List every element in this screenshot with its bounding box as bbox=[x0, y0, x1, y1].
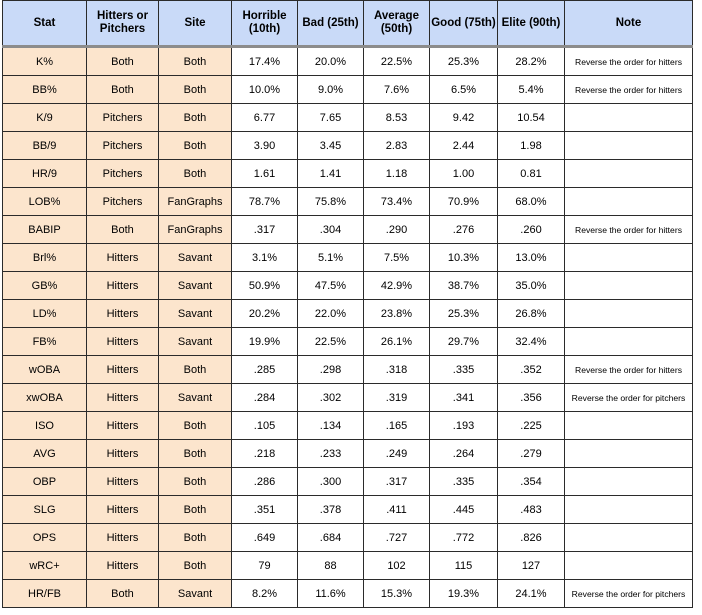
site-cell[interactable]: Both bbox=[159, 468, 232, 496]
table-row bbox=[3, 244, 693, 272]
site-cell[interactable]: Both bbox=[159, 104, 232, 132]
elite-cell[interactable]: 26.8% bbox=[498, 300, 565, 328]
hitters-or-pitchers-cell[interactable]: Hitters bbox=[87, 552, 159, 580]
header-stat[interactable]: Stat bbox=[3, 1, 87, 47]
good-cell[interactable]: .445 bbox=[430, 496, 498, 524]
note-cell[interactable] bbox=[565, 328, 693, 356]
site-cell[interactable]: Both bbox=[159, 132, 232, 160]
note-cell[interactable] bbox=[565, 160, 693, 188]
stat-cell[interactable]: OPS bbox=[3, 524, 87, 552]
site-cell[interactable]: Both bbox=[159, 412, 232, 440]
hitters-or-pitchers-cell[interactable]: Both bbox=[87, 76, 159, 104]
horrible-cell[interactable]: .649 bbox=[232, 524, 298, 552]
note-cell[interactable] bbox=[565, 104, 693, 132]
average-cell[interactable]: 7.6% bbox=[364, 76, 430, 104]
good-cell[interactable]: 19.3% bbox=[430, 580, 498, 608]
bad-cell[interactable]: .304 bbox=[298, 216, 364, 244]
good-cell[interactable]: .341 bbox=[430, 384, 498, 412]
hitters-or-pitchers-cell[interactable]: Hitters bbox=[87, 328, 159, 356]
good-cell[interactable]: .335 bbox=[430, 356, 498, 384]
table-row bbox=[3, 356, 693, 384]
hitters-or-pitchers-cell[interactable]: Hitters bbox=[87, 496, 159, 524]
average-cell[interactable]: .249 bbox=[364, 440, 430, 468]
table-row bbox=[3, 524, 693, 552]
bad-cell[interactable]: .300 bbox=[298, 468, 364, 496]
stat-cell[interactable]: K% bbox=[3, 47, 87, 76]
table-row bbox=[3, 104, 693, 132]
hitters-or-pitchers-cell[interactable]: Pitchers bbox=[87, 132, 159, 160]
good-cell[interactable]: 25.3% bbox=[430, 47, 498, 76]
table-row bbox=[3, 300, 693, 328]
stat-percentile-table bbox=[2, 0, 693, 608]
hitters-or-pitchers-cell[interactable]: Pitchers bbox=[87, 104, 159, 132]
good-cell[interactable]: 9.42 bbox=[430, 104, 498, 132]
elite-cell[interactable]: .260 bbox=[498, 216, 565, 244]
site-cell[interactable]: Savant bbox=[159, 244, 232, 272]
bad-cell[interactable]: 88 bbox=[298, 552, 364, 580]
horrible-cell[interactable]: .317 bbox=[232, 216, 298, 244]
average-cell[interactable]: .319 bbox=[364, 384, 430, 412]
elite-cell[interactable]: 13.0% bbox=[498, 244, 565, 272]
good-cell[interactable]: .276 bbox=[430, 216, 498, 244]
horrible-cell[interactable]: 79 bbox=[232, 552, 298, 580]
elite-cell[interactable]: 68.0% bbox=[498, 188, 565, 216]
horrible-cell[interactable]: 8.2% bbox=[232, 580, 298, 608]
elite-cell[interactable]: 10.54 bbox=[498, 104, 565, 132]
good-cell[interactable]: 6.5% bbox=[430, 76, 498, 104]
average-cell[interactable]: 73.4% bbox=[364, 188, 430, 216]
elite-cell[interactable]: .356 bbox=[498, 384, 565, 412]
elite-cell[interactable]: 28.2% bbox=[498, 47, 565, 76]
hitters-or-pitchers-cell[interactable]: Pitchers bbox=[87, 188, 159, 216]
elite-cell[interactable]: 0.81 bbox=[498, 160, 565, 188]
horrible-cell[interactable]: .285 bbox=[232, 356, 298, 384]
average-cell[interactable]: .290 bbox=[364, 216, 430, 244]
stat-cell[interactable]: AVG bbox=[3, 440, 87, 468]
hitters-or-pitchers-cell[interactable]: Hitters bbox=[87, 440, 159, 468]
stat-cell[interactable]: Brl% bbox=[3, 244, 87, 272]
site-cell[interactable]: FanGraphs bbox=[159, 216, 232, 244]
horrible-cell[interactable]: 78.7% bbox=[232, 188, 298, 216]
site-cell[interactable]: Both bbox=[159, 47, 232, 76]
header-note[interactable]: Note bbox=[565, 1, 693, 47]
horrible-cell[interactable]: 6.77 bbox=[232, 104, 298, 132]
site-cell[interactable]: Both bbox=[159, 552, 232, 580]
note-cell[interactable] bbox=[565, 132, 693, 160]
site-cell[interactable]: Savant bbox=[159, 328, 232, 356]
bad-cell[interactable]: 22.5% bbox=[298, 328, 364, 356]
hitters-or-pitchers-cell[interactable]: Hitters bbox=[87, 272, 159, 300]
note-cell[interactable] bbox=[565, 188, 693, 216]
elite-cell[interactable]: .352 bbox=[498, 356, 565, 384]
site-cell[interactable]: Both bbox=[159, 76, 232, 104]
stat-cell[interactable]: BB% bbox=[3, 76, 87, 104]
horrible-cell[interactable]: 10.0% bbox=[232, 76, 298, 104]
site-cell[interactable]: Savant bbox=[159, 580, 232, 608]
horrible-cell[interactable]: .286 bbox=[232, 468, 298, 496]
stat-cell[interactable]: ISO bbox=[3, 412, 87, 440]
bad-cell[interactable]: 22.0% bbox=[298, 300, 364, 328]
elite-cell[interactable]: .225 bbox=[498, 412, 565, 440]
table-row bbox=[3, 552, 693, 580]
table-row bbox=[3, 328, 693, 356]
hitters-or-pitchers-cell[interactable]: Both bbox=[87, 47, 159, 76]
bad-cell[interactable]: .134 bbox=[298, 412, 364, 440]
bad-cell[interactable]: 7.65 bbox=[298, 104, 364, 132]
horrible-cell[interactable]: 1.61 bbox=[232, 160, 298, 188]
hitters-or-pitchers-cell[interactable]: Hitters bbox=[87, 384, 159, 412]
bad-cell[interactable]: .684 bbox=[298, 524, 364, 552]
site-cell[interactable]: Both bbox=[159, 524, 232, 552]
table-row bbox=[3, 496, 693, 524]
average-cell[interactable]: 2.83 bbox=[364, 132, 430, 160]
stat-cell[interactable]: OBP bbox=[3, 468, 87, 496]
site-cell[interactable]: Savant bbox=[159, 384, 232, 412]
elite-cell[interactable]: .483 bbox=[498, 496, 565, 524]
average-cell[interactable]: 8.53 bbox=[364, 104, 430, 132]
stat-cell[interactable]: K/9 bbox=[3, 104, 87, 132]
hitters-or-pitchers-cell[interactable]: Hitters bbox=[87, 412, 159, 440]
note-cell[interactable]: Reverse the order for pitchers bbox=[565, 580, 693, 608]
site-cell[interactable]: Both bbox=[159, 440, 232, 468]
average-cell[interactable]: 26.1% bbox=[364, 328, 430, 356]
note-cell[interactable] bbox=[565, 440, 693, 468]
note-cell[interactable]: Reverse the order for pitchers bbox=[565, 384, 693, 412]
stat-cell[interactable]: wOBA bbox=[3, 356, 87, 384]
bad-cell[interactable]: .298 bbox=[298, 356, 364, 384]
good-cell[interactable]: 2.44 bbox=[430, 132, 498, 160]
table-row bbox=[3, 188, 693, 216]
note-cell[interactable]: Reverse the order for hitters bbox=[565, 76, 693, 104]
stat-cell[interactable]: BB/9 bbox=[3, 132, 87, 160]
header-site[interactable]: Site bbox=[159, 1, 232, 47]
average-cell[interactable]: 15.3% bbox=[364, 580, 430, 608]
hitters-or-pitchers-cell[interactable]: Both bbox=[87, 580, 159, 608]
stat-cell[interactable]: LOB% bbox=[3, 188, 87, 216]
table-row bbox=[3, 412, 693, 440]
average-cell[interactable]: 7.5% bbox=[364, 244, 430, 272]
horrible-cell[interactable]: .284 bbox=[232, 384, 298, 412]
note-cell[interactable] bbox=[565, 300, 693, 328]
horrible-cell[interactable]: .351 bbox=[232, 496, 298, 524]
hitters-or-pitchers-cell[interactable]: Hitters bbox=[87, 300, 159, 328]
elite-cell[interactable]: .279 bbox=[498, 440, 565, 468]
stat-cell[interactable]: LD% bbox=[3, 300, 87, 328]
bad-cell[interactable]: 5.1% bbox=[298, 244, 364, 272]
hitters-or-pitchers-cell[interactable]: Hitters bbox=[87, 356, 159, 384]
elite-cell[interactable]: .354 bbox=[498, 468, 565, 496]
average-cell[interactable]: .411 bbox=[364, 496, 430, 524]
good-cell[interactable]: 29.7% bbox=[430, 328, 498, 356]
horrible-cell[interactable]: .218 bbox=[232, 440, 298, 468]
bad-cell[interactable]: 1.41 bbox=[298, 160, 364, 188]
bad-cell[interactable]: 11.6% bbox=[298, 580, 364, 608]
note-cell[interactable] bbox=[565, 468, 693, 496]
average-cell[interactable]: 42.9% bbox=[364, 272, 430, 300]
bad-cell[interactable]: 47.5% bbox=[298, 272, 364, 300]
header-row bbox=[3, 1, 693, 47]
average-cell[interactable]: .727 bbox=[364, 524, 430, 552]
table-row bbox=[3, 76, 693, 104]
note-cell[interactable] bbox=[565, 244, 693, 272]
site-cell[interactable]: Savant bbox=[159, 272, 232, 300]
bad-cell[interactable]: .233 bbox=[298, 440, 364, 468]
table-row bbox=[3, 468, 693, 496]
site-cell[interactable]: Both bbox=[159, 160, 232, 188]
horrible-cell[interactable]: 50.9% bbox=[232, 272, 298, 300]
site-cell[interactable]: Savant bbox=[159, 300, 232, 328]
good-cell[interactable]: 25.3% bbox=[430, 300, 498, 328]
table-row bbox=[3, 440, 693, 468]
site-cell[interactable]: Both bbox=[159, 496, 232, 524]
note-cell[interactable] bbox=[565, 496, 693, 524]
horrible-cell[interactable]: .105 bbox=[232, 412, 298, 440]
elite-cell[interactable]: .826 bbox=[498, 524, 565, 552]
horrible-cell[interactable]: 20.2% bbox=[232, 300, 298, 328]
note-cell[interactable] bbox=[565, 552, 693, 580]
bad-cell[interactable]: .378 bbox=[298, 496, 364, 524]
table-row bbox=[3, 216, 693, 244]
note-cell[interactable] bbox=[565, 524, 693, 552]
good-cell[interactable]: .772 bbox=[430, 524, 498, 552]
note-cell[interactable]: Reverse the order for hitters bbox=[565, 216, 693, 244]
note-cell[interactable]: Reverse the order for hitters bbox=[565, 47, 693, 76]
average-cell[interactable]: .165 bbox=[364, 412, 430, 440]
good-cell[interactable]: 10.3% bbox=[430, 244, 498, 272]
header-elite[interactable]: Elite (90th) bbox=[498, 1, 565, 47]
average-cell[interactable]: 1.18 bbox=[364, 160, 430, 188]
header-hitters-or-pitchers[interactable]: Hitters or Pitchers bbox=[87, 1, 159, 47]
header-horrible[interactable]: Horrible (10th) bbox=[232, 1, 298, 47]
good-cell[interactable]: 115 bbox=[430, 552, 498, 580]
stat-cell[interactable]: xwOBA bbox=[3, 384, 87, 412]
good-cell[interactable]: 38.7% bbox=[430, 272, 498, 300]
note-cell[interactable] bbox=[565, 272, 693, 300]
table-row bbox=[3, 384, 693, 412]
site-cell[interactable]: FanGraphs bbox=[159, 188, 232, 216]
horrible-cell[interactable]: 3.1% bbox=[232, 244, 298, 272]
good-cell[interactable]: .335 bbox=[430, 468, 498, 496]
elite-cell[interactable]: 32.4% bbox=[498, 328, 565, 356]
stat-cell[interactable]: BABIP bbox=[3, 216, 87, 244]
table-row bbox=[3, 580, 693, 608]
average-cell[interactable]: .317 bbox=[364, 468, 430, 496]
table-row bbox=[3, 160, 693, 188]
stat-cell[interactable]: SLG bbox=[3, 496, 87, 524]
site-cell[interactable]: Both bbox=[159, 356, 232, 384]
hitters-or-pitchers-cell[interactable]: Hitters bbox=[87, 244, 159, 272]
horrible-cell[interactable]: 19.9% bbox=[232, 328, 298, 356]
elite-cell[interactable]: 127 bbox=[498, 552, 565, 580]
elite-cell[interactable]: 5.4% bbox=[498, 76, 565, 104]
hitters-or-pitchers-cell[interactable]: Pitchers bbox=[87, 160, 159, 188]
header-good[interactable]: Good (75th) bbox=[430, 1, 498, 47]
table-row bbox=[3, 132, 693, 160]
average-cell[interactable]: 102 bbox=[364, 552, 430, 580]
hitters-or-pitchers-cell[interactable]: Hitters bbox=[87, 468, 159, 496]
bad-cell[interactable]: 75.8% bbox=[298, 188, 364, 216]
elite-cell[interactable]: 24.1% bbox=[498, 580, 565, 608]
good-cell[interactable]: .264 bbox=[430, 440, 498, 468]
good-cell[interactable]: .193 bbox=[430, 412, 498, 440]
bad-cell[interactable]: 9.0% bbox=[298, 76, 364, 104]
horrible-cell[interactable]: 17.4% bbox=[232, 47, 298, 76]
hitters-or-pitchers-cell[interactable]: Hitters bbox=[87, 524, 159, 552]
good-cell[interactable]: 1.00 bbox=[430, 160, 498, 188]
header-average[interactable]: Average (50th) bbox=[364, 1, 430, 47]
note-cell[interactable] bbox=[565, 412, 693, 440]
stat-cell[interactable]: HR/FB bbox=[3, 580, 87, 608]
bad-cell[interactable]: 20.0% bbox=[298, 47, 364, 76]
hitters-or-pitchers-cell[interactable]: Both bbox=[87, 216, 159, 244]
bad-cell[interactable]: .302 bbox=[298, 384, 364, 412]
table-row bbox=[3, 47, 693, 76]
good-cell[interactable]: 70.9% bbox=[430, 188, 498, 216]
average-cell[interactable]: 22.5% bbox=[364, 47, 430, 76]
elite-cell[interactable]: 1.98 bbox=[498, 132, 565, 160]
header-bad[interactable]: Bad (25th) bbox=[298, 1, 364, 47]
average-cell[interactable]: .318 bbox=[364, 356, 430, 384]
elite-cell[interactable]: 35.0% bbox=[498, 272, 565, 300]
table-row bbox=[3, 272, 693, 300]
stat-cell[interactable]: FB% bbox=[3, 328, 87, 356]
horrible-cell[interactable]: 3.90 bbox=[232, 132, 298, 160]
bad-cell[interactable]: 3.45 bbox=[298, 132, 364, 160]
stat-cell[interactable]: HR/9 bbox=[3, 160, 87, 188]
average-cell[interactable]: 23.8% bbox=[364, 300, 430, 328]
stat-cell[interactable]: wRC+ bbox=[3, 552, 87, 580]
note-cell[interactable]: Reverse the order for hitters bbox=[565, 356, 693, 384]
stat-cell[interactable]: GB% bbox=[3, 272, 87, 300]
